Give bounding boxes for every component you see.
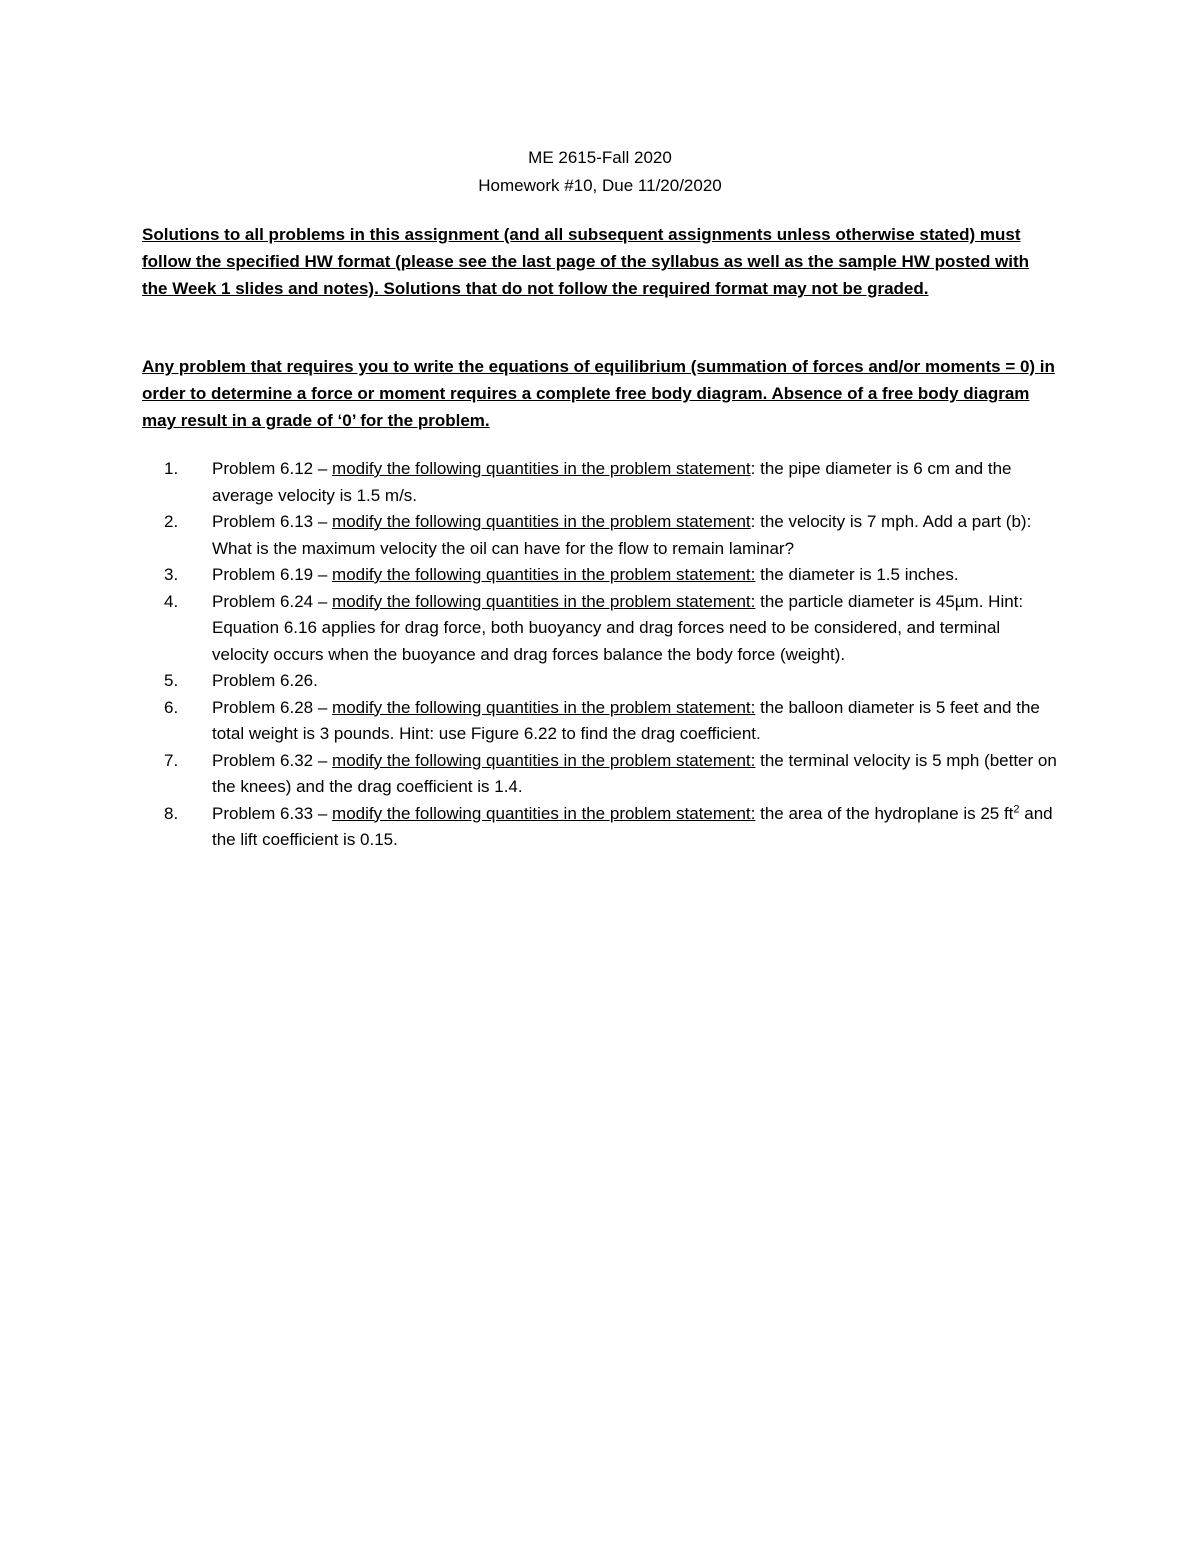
problem-name: Problem 6.32 [212,750,314,770]
modify-instruction: modify the following quantities in the problem statement [332,750,751,770]
problem-text: the velocity is 7 mph. Add a part (b): What is the maximum velocity the oil can have for the flow to remain laminar? [212,512,1032,558]
modify-instruction: modify the following quantities in the problem statement [332,591,751,611]
problem-separator: – [313,459,333,478]
problem-text: the diameter is 1.5 inches. [755,565,959,584]
problem-name: Problem 6.12 [212,459,314,478]
format-notice: Solutions to all problems in this assignment (and all subsequent assignments unless otherwise stated) must follow the specified HW format (please see the last page of the syllabus as well as the sample HW posted with the Week 1 slides and notes). Solutions that do not follow the required format may not be graded. [142,225,1030,298]
problem-name: Problem 6.24 [212,591,314,611]
modify-instruction: modify the following quantities in the problem statement [332,697,751,717]
modify-instruction: modify the following quantities in the problem statement [332,512,751,531]
problem-separator: – [313,565,333,584]
problem-name: Problem 6.19 [212,565,314,584]
problem-item [142,509,1057,562]
modify-colon: : [750,459,756,478]
free-body-diagram-notice: Any problem that requires you to write the equations of equilibrium (summation of forces and/or moments = 0) in order to determine a force or moment requires a complete free body diagram. Absence of a free body diagram may result in a grade of ‘0’ for the problem. [142,357,1055,430]
problem-item [142,589,1057,669]
problem-name: Problem 6.26. [212,671,318,690]
problem-separator: – [313,803,333,823]
problem-item [142,801,1057,854]
modify-instruction: modify the following quantities in the problem statement [332,459,751,478]
problem-number: 1. [164,459,179,478]
problem-text: the balloon diameter is 5 feet and the total weight is 3 pounds. Hint: use Figure 6.22 to find the drag coefficient. [212,697,1040,743]
problem-list [142,456,1057,854]
problem-item [142,562,1057,589]
problem-item [142,456,1057,509]
modify-colon: : [750,803,756,823]
problem-item [142,668,1057,695]
modify-instruction: modify the following quantities in the problem statement [332,565,751,584]
modify-colon: : [750,750,756,770]
problem-number: 2. [164,512,179,531]
problem-name: Problem 6.28 [212,697,314,717]
modify-colon: : [750,512,756,531]
problem-item [142,695,1057,748]
problem-text: the terminal velocity is 5 mph (better on the knees) and the drag coefficient is 1.4. [212,750,1057,796]
problem-separator: – [313,591,333,611]
problem-separator: – [313,750,333,770]
problem-number: 8. [164,803,179,823]
problem-text-after: and the lift coefficient is 0.15. [212,803,1053,849]
problem-separator: – [313,512,333,531]
modify-colon: : [750,591,756,611]
problem-number: 3. [164,565,179,584]
problem-item [142,748,1057,801]
modify-colon: : [750,565,756,584]
course-title: ME 2615-Fall 2020 [528,148,672,167]
superscript: 2 [1013,802,1020,815]
problem-number: 6. [164,697,179,717]
assignment-title: Homework #10, Due 11/20/2020 [478,176,722,195]
problem-text: the particle diameter is 45µm. Hint: Equation 6.16 applies for drag force, both buoyancy and drag forces need to be considered, and terminal velocity occurs when the buoyance and drag forces balance the body force (weight). [212,591,1024,664]
document-header [0,144,1200,200]
modify-colon: : [750,697,756,717]
problem-text: the pipe diameter is 6 cm and the average velocity is 1.5 m/s. [212,459,1012,505]
problem-number: 5. [164,671,179,690]
problem-separator: – [313,697,333,717]
modify-instruction: modify the following quantities in the problem statement [332,803,751,823]
problem-name: Problem 6.13 [212,512,314,531]
problem-text: the area of the hydroplane is 25 ft [755,803,1014,823]
problem-number: 4. [164,591,179,611]
problem-name: Problem 6.33 [212,803,314,823]
problem-number: 7. [164,750,179,770]
